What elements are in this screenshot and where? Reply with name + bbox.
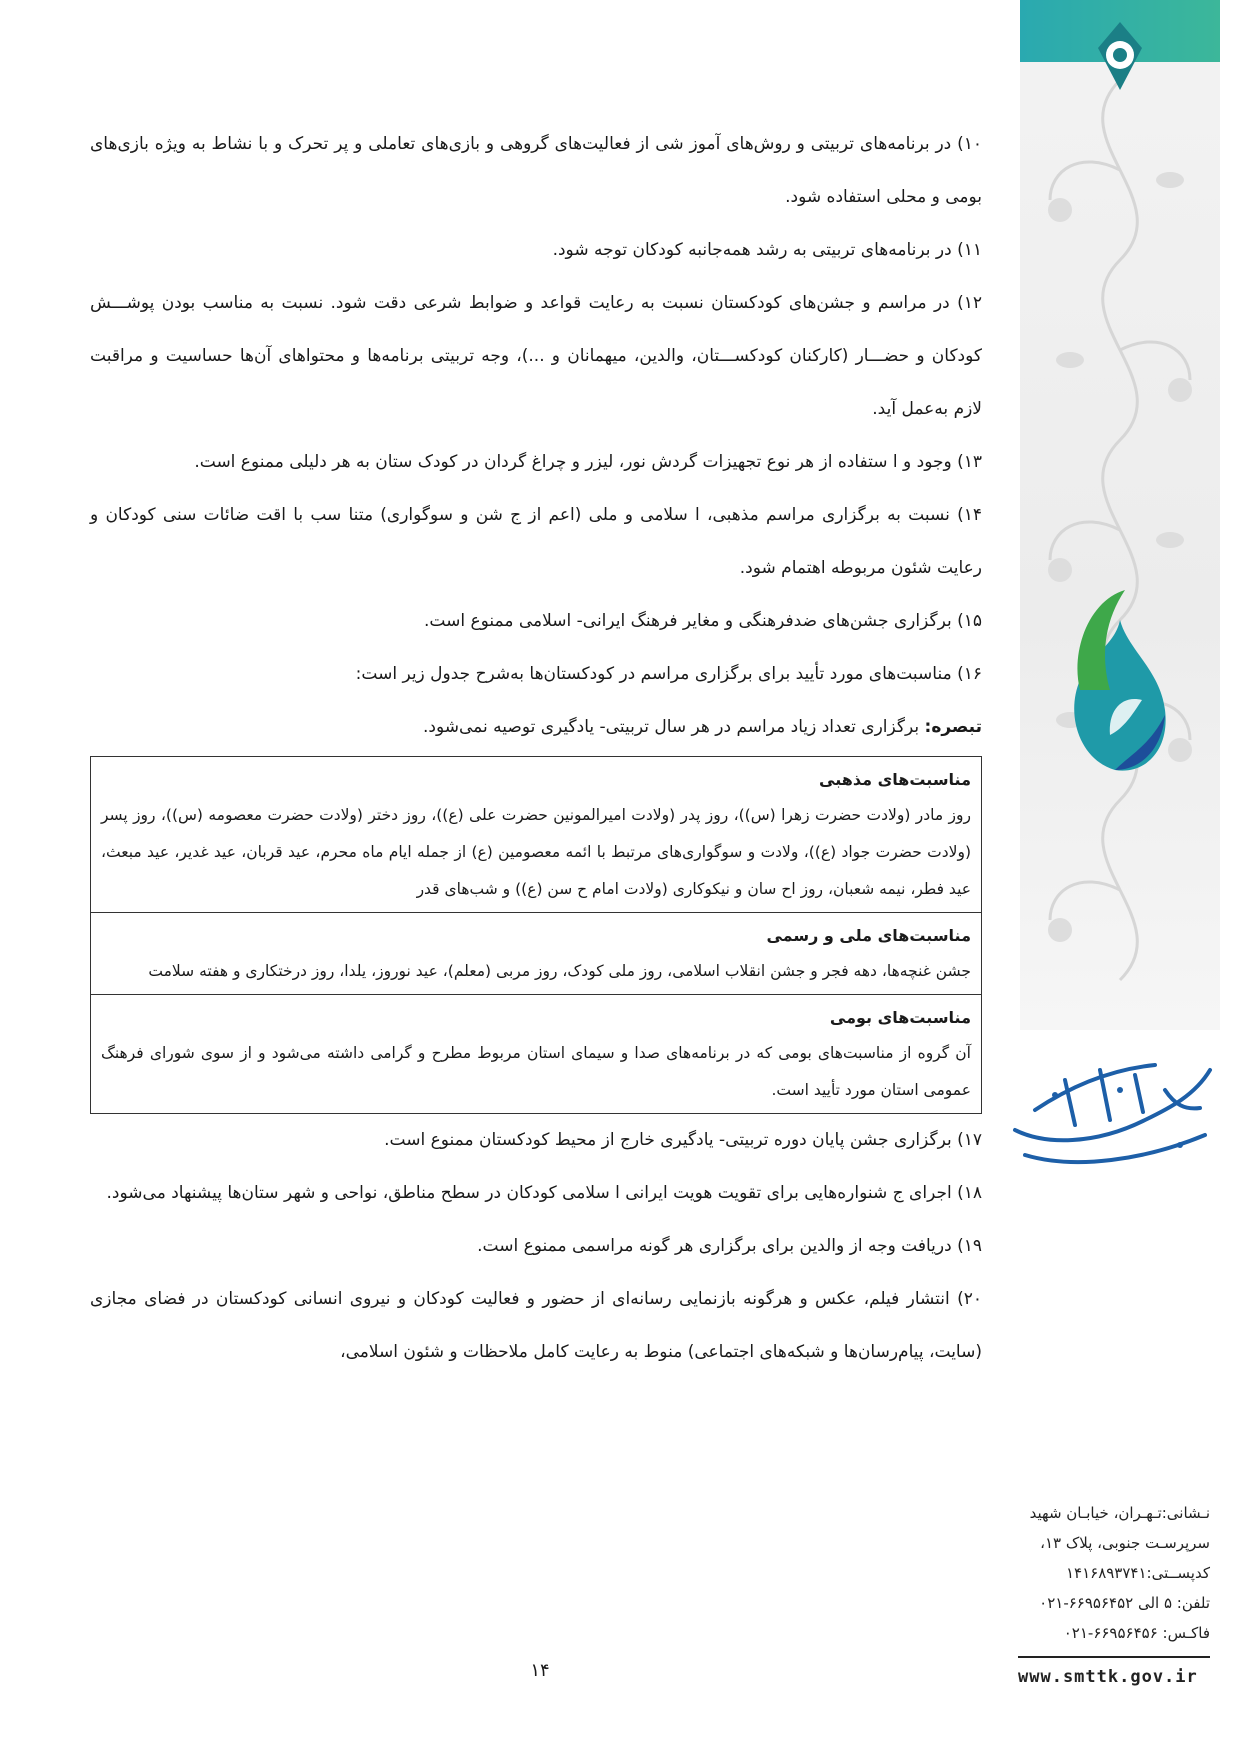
paragraph-20: ۲۰) انتشار فیلم، عکس و هرگونه بازنمایی رسانه‌ای از حضور و فعالیت کودکان و نیروی انسانی کودکستان در فضای مجازی (سایت، پیام‌رسان‌ها و شبکه‌های اجتماعی) منوط به رعایت کامل ملاحظات و شئون اسلامی، [90,1289,982,1362]
contact-fax: فاکـس: ۶۶۹۵۶۴۵۶-۰۲۱ [1063,1624,1210,1642]
paragraph-13: ۱۳) وجود و ا ستفاده از هر نوع تجهیزات گردش نور، لیزر و چراغ گردان در کودک ستان به هر دلیلی ممنوع است. [194,452,982,472]
paragraph-15: ۱۵) برگزاری جشن‌های ضدفرهنگی و مغایر فرهنگ ایرانی- اسلامی ممنوع است. [424,611,982,631]
table-row [91,757,981,913]
note-text: برگزاری تعداد زیاد مراسم در هر سال تربیتی- یادگیری توصیه نمی‌شود. [423,717,925,737]
table-row-body: آن گروه از مناسبت‌های بومی که در برنامه‌های صدا و سیمای استان مربوط مطرح و گرامی داشته می‌شود و از سوی شورای فرهنگ عمومی استان مورد تأیید است. [101,1044,971,1099]
paragraph-12: ۱۲) در مراسم و جشن‌های کودکستان نسبت به رعایت قواعد و ضوابط شرعی دقت شود. نسبت به مناسب بودن پوشـــش کودکان و حضـــار (کارکنان کودکســـتان، والدین، میهمانان و ...)، وجه تربیتی برنامه‌ها و محتواهای آن‌ها حساسیت و مراقبت لازم به‌عمل آید. [90,293,982,419]
page-number: ۱۴ [530,1660,550,1681]
note [90,701,982,754]
paragraph-11: ۱۱) در برنامه‌های تربیتی به رشد همه‌جانبه کودکان توجه شود. [552,240,982,260]
contact-postal-code: کدپســتی:۱۴۱۶۸۹۳۷۴۱ [1065,1564,1210,1582]
note-label: تبصره: [924,717,982,737]
website-link[interactable]: www.smttk.gov.ir [1018,1656,1210,1692]
side-banner [1020,0,1220,1030]
table-row-title: مناسبت‌های بومی [829,1008,971,1027]
paragraph-14: ۱۴) نسبت به برگزاری مراسم مذهبی، ا سلامی و ملی (اعم از ج شن و سوگواری) متنا سب با اقت ضائات سنی کودکان و رعایت شئون مربوطه اهتمام شود. [90,505,982,578]
paragraph-18: ۱۸) اجرای ج شنواره‌هایی برای تقویت هویت ایرانی ا سلامی کودکان در سطح مناطق، نواحی و شهر ستان‌ها پیشنهاد می‌شود. [106,1183,982,1203]
floral-pattern-icon [1020,0,1220,1030]
table-row-title: مناسبت‌های ملی و رسمی [766,926,971,945]
water-drop-logo-icon [1074,590,1165,771]
paragraph-10: ۱۰) در برنامه‌های تربیتی و روش‌های آموز شی از فعالیت‌های گروهی و بازی‌های تعاملی و پر تحرک و با نشاط به ویژه بازی‌های بومی و محلی استفاده شود. [90,134,982,207]
contact-info [1018,1498,1210,1692]
contact-phone: تلفن: ۵ الی ۶۶۹۵۶۴۵۲-۰۲۱ [1039,1594,1210,1612]
calligraphy-signature-icon [1005,1050,1220,1180]
occasions-table [90,756,982,1114]
paragraph-16: ۱۶) مناسبت‌های مورد تأیید برای برگزاری مراسم در کودکستان‌ها به‌شرح جدول زیر است: [355,664,982,684]
table-row [91,995,981,1113]
table-row [91,913,981,995]
paragraph-19: ۱۹) دریافت وجه از والدین برای برگزاری هر گونه مراسمی ممنوع است. [477,1236,982,1256]
main-content [90,118,982,1379]
ornament-icon [1098,22,1142,90]
contact-address-line1: نـشانی:تـهـران، خیابـان شهید [1029,1504,1210,1522]
content-after-table [90,1114,982,1379]
table-row-title: مناسبت‌های مذهبی [819,770,971,789]
paragraph-17: ۱۷) برگزاری جشن پایان دوره تربیتی- یادگیری خارج از محیط کودکستان ممنوع است. [384,1130,982,1150]
contact-address-line2: سرپرسـت جنوبی، پلاک ۱۳، [1040,1534,1210,1552]
table-row-body: روز مادر (ولادت حضرت زهرا (س))، روز پدر (ولادت امیرالمونین حضرت علی (ع))، روز دختر (ولادت حضرت معصومه (س))، روز پسر (ولادت حضرت جواد (ع))، ولادت و سوگواری‌های مرتبط با ائمه معصومین (ع) از جمله ایام ماه محرم، عید قربان، عید غدیر، عید مبعث، عید فطر، نیمه شعبان، روز اح سان و نیکوکاری (ولادت امام ح سن (ع)) و شب‌های قدر [101,806,971,898]
table-row-body: جشن غنچه‌ها، دهه فجر و جشن انقلاب اسلامی، روز ملی کودک، روز مربی (معلم)، عید نوروز، یلدا، روز درختکاری و هفته سلامت [148,962,971,980]
